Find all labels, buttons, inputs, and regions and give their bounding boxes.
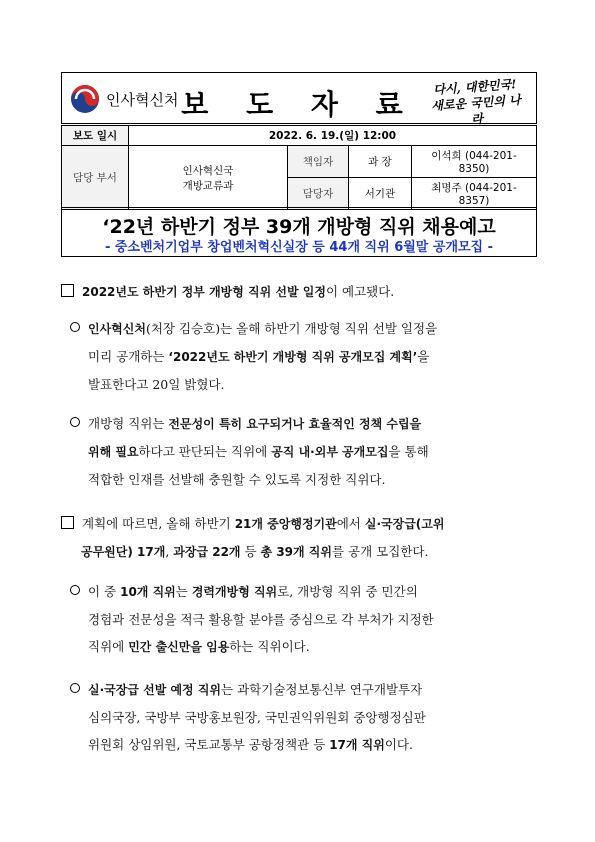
p4-bold-4: 과장급 22개 — [173, 545, 241, 559]
page-title: 보 도 자 료 — [181, 88, 417, 121]
p3-mid: 하다고 판단되는 직위에 — [138, 444, 272, 459]
circle-bullet-icon — [70, 683, 80, 693]
p5-line-2: 경험과 전문성을 적극 활용할 분야를 중심으로 각 부처가 지정한 — [88, 612, 434, 627]
p5-bold-2: 경력개방형 직위 — [191, 585, 278, 599]
resp-label: 책임자 — [288, 146, 349, 178]
p2-bold-1: 인사혁신처 — [88, 322, 146, 336]
p4-bold-2: 실·국장급(고위 — [364, 517, 445, 531]
p2-line-2-pre: 미리 공개하는 — [88, 349, 169, 364]
slogan-logo — [424, 76, 527, 131]
contact-label: 담당자 — [288, 178, 349, 210]
p5-bold-3: 민간 출신만을 임용 — [128, 640, 230, 654]
subheadline: - 중소벤처기업부 창업벤처혁신실장 등 44개 직위 6월말 공개모집 - — [104, 240, 494, 255]
p3-pre: 개방형 직위는 — [88, 416, 169, 431]
p5-line-3-post: 하는 직위이다. — [229, 639, 310, 654]
paragraph-2 — [70, 315, 540, 398]
p1-rest: 이 예고됐다. — [325, 284, 395, 299]
p4-post: 를 공개 모집한다. — [332, 544, 429, 559]
contact-name: 최명주 (044-201-8357) — [412, 178, 537, 210]
dept-line-1: 인사혁신국 — [182, 164, 234, 177]
paragraph-1 — [61, 278, 541, 306]
square-bullet-icon — [61, 516, 74, 529]
p3-post: 을 통해 — [388, 444, 429, 459]
contact-title: 서기관 — [349, 178, 412, 210]
slogan-line-2: 새로운 국민의 나라 — [430, 92, 522, 127]
p6-line-1: 는 과학기술정보통신부 연구개발투자 — [221, 682, 423, 697]
paragraph-5 — [70, 578, 540, 661]
paragraph-3 — [70, 410, 540, 493]
dept-label: 담당 부서 — [62, 146, 129, 210]
press-header — [61, 72, 537, 127]
p1-bold: 2022년도 하반기 정부 개방형 직위 선발 일정 — [82, 285, 326, 299]
p6-bold-1: 실·국장급 선발 예정 직위 — [88, 683, 222, 697]
headline-box — [61, 207, 537, 257]
p4-mid: 에서 — [336, 516, 365, 531]
p3-bold-2: 위해 필요 — [88, 445, 139, 459]
resp-title: 과 장 — [349, 146, 412, 178]
dept-value — [129, 146, 288, 210]
p3-bold-1: 전문성이 특히 요구되거나 효율적인 정책 수립을 — [168, 417, 422, 431]
p4-bold-1: 21개 중앙행정기관 — [234, 517, 337, 531]
p5-mid: 는 — [175, 584, 192, 599]
p4-bold-3: 공무원단) 17개 — [81, 545, 166, 559]
p5-pre: 이 중 — [88, 584, 121, 599]
p3-line-3: 적합한 인재를 선발해 충원할 수 있도록 지정한 직위다. — [88, 472, 386, 487]
p6-line-3-pre: 위원회 상임위원, 국토교통부 공항정책관 등 — [88, 737, 330, 752]
square-bullet-icon — [61, 284, 74, 297]
circle-bullet-icon — [70, 322, 80, 332]
p4-pre: 계획에 따르면, 올해 하반기 — [82, 516, 235, 531]
p2-line-1: (처장 김승호)는 올해 하반기 개방형 직위 선발 일정을 — [145, 321, 438, 336]
p4-bold-5: 총 39개 직위 — [260, 545, 332, 559]
p2-line-3: 발표한다고 20일 밝혔다. — [88, 377, 225, 392]
circle-bullet-icon — [70, 417, 80, 427]
p4-c1: , — [165, 544, 174, 559]
release-info-table — [61, 125, 537, 210]
release-label: 보도 일시 — [62, 126, 129, 146]
p4-c2: 등 — [240, 544, 261, 559]
headline: ‘22년 하반기 정부 39개 개방형 직위 채용예고 — [102, 216, 496, 238]
p5-post: 로, 개방형 직위 중 민간의 — [277, 584, 418, 599]
circle-bullet-icon — [70, 585, 80, 595]
p2-line-2-post: 을 — [417, 349, 430, 364]
p6-line-3-post: 이다. — [384, 737, 413, 752]
paragraph-6 — [70, 676, 540, 759]
slogan-line-1: 다시, 대한민국! — [432, 77, 517, 97]
paragraph-4 — [61, 510, 541, 566]
p5-bold-1: 10개 직위 — [120, 585, 176, 599]
p3-bold-3: 공직 내·외부 공개모집 — [271, 445, 389, 459]
release-value: 2022. 6. 19.(일) 12:00 — [129, 126, 537, 146]
agency-name: 인사혁신처 — [106, 90, 179, 109]
p2-bold-2: ‘2022년도 하반기 개방형 직위 공개모집 계획’ — [168, 350, 418, 364]
p5-line-3-pre: 직위에 — [88, 639, 129, 654]
p6-bold-2: 17개 직위 — [329, 738, 385, 752]
resp-name: 이석희 (044-201-8350) — [412, 146, 537, 178]
dept-line-2: 개방교류과 — [182, 179, 234, 192]
p6-line-2: 심의국장, 국방부 국방홍보원장, 국민권익위원회 중앙행정심판 — [88, 710, 426, 725]
